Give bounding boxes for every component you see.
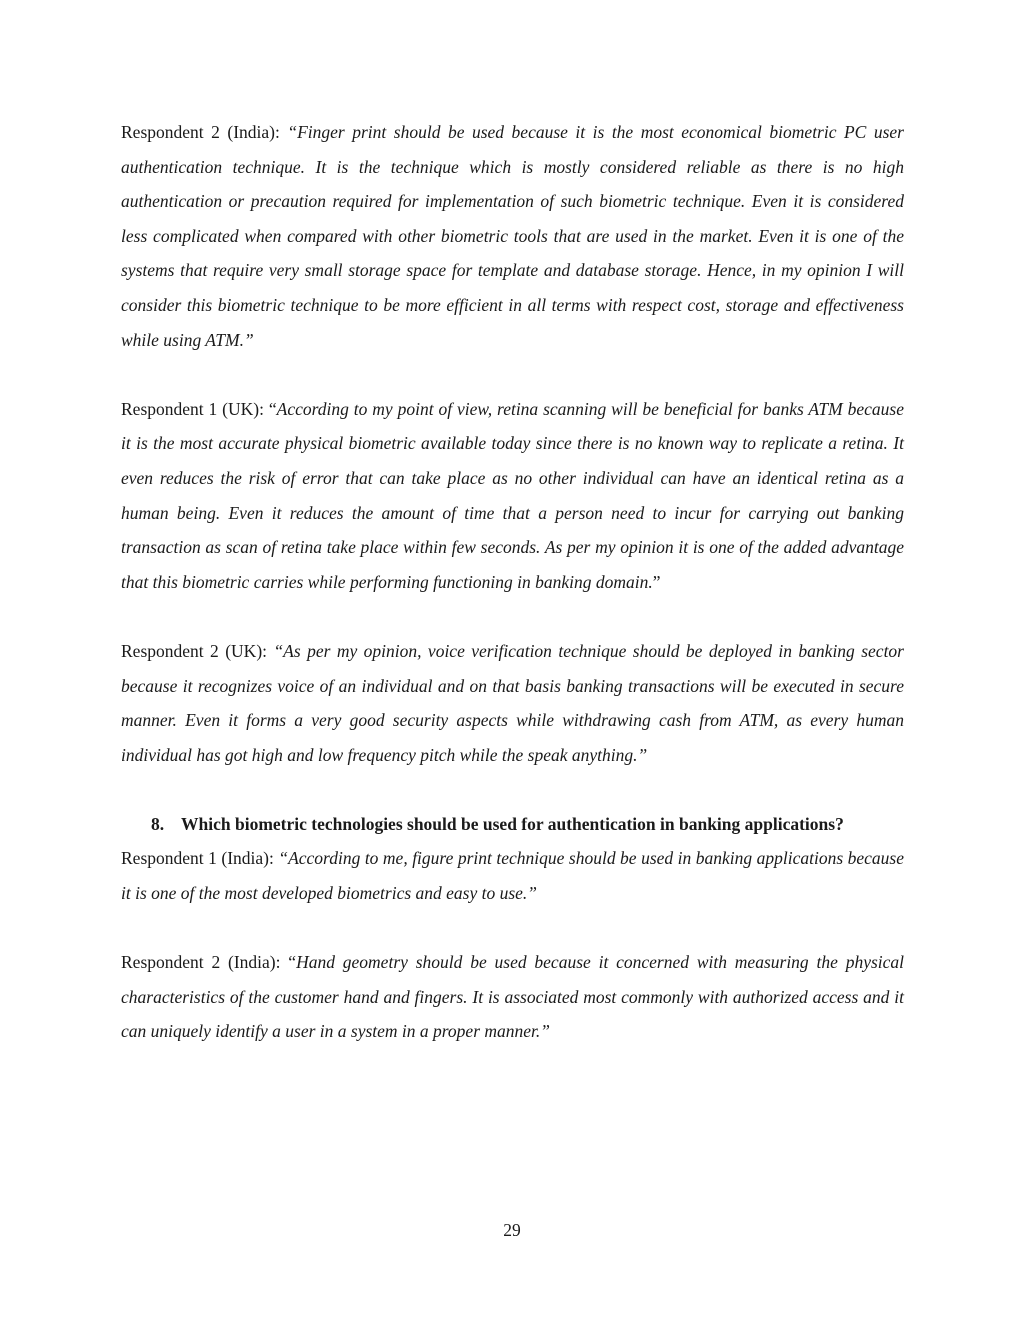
paragraph-gap [121, 772, 904, 807]
respondent-label: Respondent 1 (India): [121, 848, 279, 869]
respondent-quote: “According to me, figure print technique should be used in banking applications because it is one of the most developed biometrics and easy to use.” [121, 848, 905, 904]
respondent-quote: Hand geometry should be used because it concerned with measuring the physical characteristics of the customer hand and fingers. It is associated most commonly with authorized access and it can uniquely identify a user in a system in a proper manner.” [121, 952, 905, 1042]
response-paragraph [121, 634, 904, 772]
paragraph-gap [121, 599, 904, 634]
respondent-label: Respondent 2 (India): “ [121, 952, 297, 973]
respondent-label: Respondent 1 (UK): “ [121, 398, 277, 419]
respondent-quote: “As per my opinion, voice verification technique should be deployed in banking sector because it recognizes voice of an individual and on that basis banking transactions will be executed in secure manner. Even it forms a very good security aspects while withdrawing cash from ATM, as every human individual has got high and low frequency pitch while the speak anything.” [121, 640, 904, 765]
quote-close: ” [652, 571, 661, 592]
paragraph-gap [121, 911, 904, 946]
question-heading [121, 807, 904, 842]
question-number: 8. [151, 813, 165, 834]
response-paragraph [121, 392, 904, 600]
document-body [121, 115, 904, 1049]
question-text: Which biometric technologies should be used for authentication in banking applications? [181, 813, 844, 834]
respondent-label: Respondent 2 (India): [121, 122, 288, 142]
paragraph-gap [121, 357, 904, 392]
respondent-label: Respondent 2 (UK): [121, 640, 274, 661]
respondent-quote: “Finger print should be used because it is the most economical biometric PC user authentication technique. It is the technique which is mostly considered reliable as there is no high authentication or precaution required for implementation of such biometric technique. Even it is considered less complicated when compared with other biometric tools that are used in the market. Even it is one of the systems that require very small storage space for template and database storage. Hence, in my opinion I will consider this biometric technique to be more efficient in all terms with respect cost, storage and effectiveness while using ATM.” [121, 122, 904, 350]
respondent-quote: According to my point of view, retina scanning will be beneficial for banks ATM because it is the most accurate physical biometric available today since there is no known way to replicate a retina. It even reduces the risk of error that can take place as no other individual can have an identical retina as a human being. Even it reduces the amount of time that a person need to incur for carrying out banking transaction as scan of retina take place within few seconds. As per my opinion it is one of the added advantage that this biometric carries while performing functioning in banking domain. [121, 398, 904, 592]
answer-paragraph [121, 841, 904, 910]
page-number: 29 [503, 1220, 521, 1240]
answer-paragraph [121, 945, 904, 1049]
response-paragraph [121, 115, 904, 357]
